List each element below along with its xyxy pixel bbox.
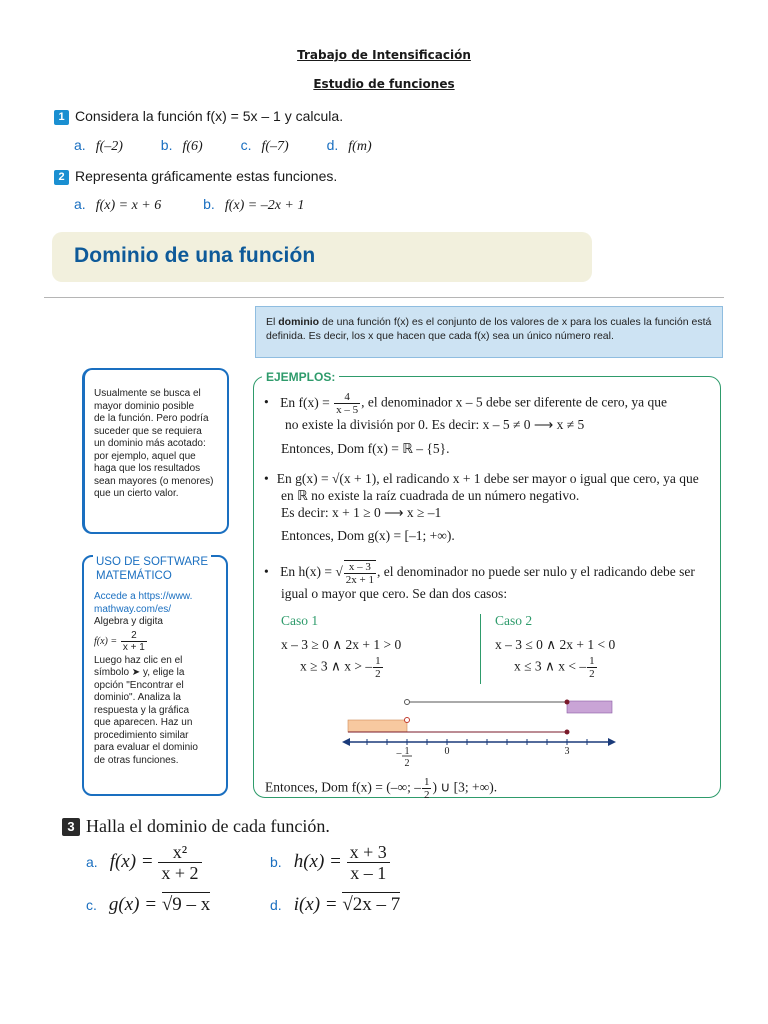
question-2 [54,168,337,185]
question-number-badge: 1 [54,110,69,125]
example-2-result: Entonces, Dom g(x) = [–1; +∞). [281,528,455,543]
item-expression: f(–2) [95,139,123,154]
item-expression: f(m) [348,139,372,154]
example-2-line-3: Es decir: x + 1 ≥ 0 ⟶ x ≥ –1 [281,505,442,520]
tick-label-neg-half-num: 1 [404,746,410,757]
tick-label-neg-half-den: 2 [404,758,410,769]
case-1-result: x ≥ 3 ∧ x > – $\frac{1}{2}$ [300,655,381,680]
number-line-diagram [340,690,620,774]
example-2: • En g(x) = √(x + 1), el radicando x + 1 debe ser mayor o igual que cero, ya que [264,471,699,486]
item-letter: d. [326,137,339,153]
item-letter: a. [74,196,86,212]
divider [44,297,724,298]
case-1-condition: x – 3 ≥ 0 ∧ 2x + 1 > 0 [281,637,402,652]
case-2-title: Caso 2 [495,613,533,628]
question-3-text: Halla el dominio de cada función. [86,816,330,836]
case-2-condition: x – 3 ≤ 0 ∧ 2x + 1 < 0 [495,637,616,652]
question-number-badge: 2 [54,170,69,185]
item-letter: c. [240,137,252,153]
examples-title: EJEMPLOS: [262,370,339,384]
item-expression: f(–7) [261,139,289,154]
closed-endpoint [565,730,570,735]
document-title: Trabajo de Intensificación [297,48,471,62]
closed-endpoint [565,700,570,705]
example-3-result: Entonces, Dom f(x) = (–∞; – $\frac{1}{2}$ ) ∪ [3; +∞). [265,776,498,801]
definition-text: El dominio de una función f(x) es el conjunto de los valores de x para los cuales la función está definida. Es decir, los x que hacen que cada f(x) sea un único número real. [266,316,712,342]
example-2-line-2: en ℝ no existe la raíz cuadrada de un número negativo. [281,488,580,503]
question-1-text: Considera la función f(x) = 5x – 1 y calcula. [75,108,344,124]
interval-fill-orange [348,720,407,732]
item-expression: f(6) [182,139,203,154]
item-letter: b. [203,196,215,212]
item-expression: f(x) = x + 6 [95,198,162,213]
software-title: USO DE SOFTWARE MATEMÁTICO [93,555,211,583]
example-1-line-2: no existe la división por 0. Es decir: x – 5 ≠ 0 ⟶ x ≠ 5 [285,417,585,432]
axis-arrow-left [342,738,350,746]
section-banner [52,232,592,282]
software-formula: f(x) = $\frac{2}{x + 1}$ [94,629,145,653]
question-3 [62,816,330,837]
tick-label-three: 3 [564,746,570,757]
example-3: • En h(x) = √ $\frac{x - 3}{2x + 1}$ , el denominador no puede ser nulo y el radicando debe ser [264,561,695,586]
question-3-item-d: d. i(x) = √2x – 7 [270,894,401,915]
interval-fill-purple [567,701,612,713]
example-3-line-2: igual o mayor que cero. Se dan dos casos: [281,586,508,601]
sidebar-note-text: Usualmente se busca el mayor dominio posible de la función. Pero podría suceder que se requiera un dominio más acotado: por ejemplo, aquel que haga que los resultados sean mayores (o menores) que un cierto valor. [94,388,214,499]
case-2-result: x ≤ 3 ∧ x < – $\frac{1}{2}$ [514,655,595,680]
case-divider [480,614,481,684]
tick-label-neg-half-sign: – [396,748,402,759]
question-2-items [74,196,304,214]
software-text: Accede a https://www. mathway.com/es/ Algebra y digita f(x) = $\frac{2}{x + 1}$ Luego haz clic en el símbolo ➤ y, elige la opción "Encontrar el dominio". Analiza la respuesta y la gráfica que aparecen. Haz un procedimiento similar para evaluar el dominio de otras funciones. [94,591,198,766]
definition-box [255,306,723,358]
question-3-item-a: a. f(x) = $\frac{\text{x²}}{x + 2}$ [86,842,202,883]
question-1-items [74,137,372,155]
question-2-text: Representa gráficamente estas funciones. [75,168,338,184]
question-3-item-c: c. g(x) = √9 – x [86,894,211,915]
section-title: Dominio de una función [74,244,316,267]
question-1 [54,108,343,125]
document-subtitle: Estudio de funciones [313,77,455,91]
question-number-badge: 3 [62,818,80,836]
question-3-item-b: b. h(x) = $\frac{x + 3}{x - 1}$ [270,842,390,883]
open-endpoint [405,718,410,723]
example-1: • En f(x) = $\frac{4}{x - 5}$ , el denominador x – 5 debe ser diferente de cero, ya que [264,391,667,416]
example-1-result: Entonces, Dom f(x) = ℝ – {5}. [281,441,450,456]
item-letter: b. [160,137,173,153]
case-1-title: Caso 1 [281,613,319,628]
item-letter: a. [74,137,86,153]
item-expression: f(x) = –2x + 1 [224,198,305,213]
axis-arrow-right [608,738,616,746]
open-endpoint [405,700,410,705]
tick-label-zero: 0 [444,746,450,757]
